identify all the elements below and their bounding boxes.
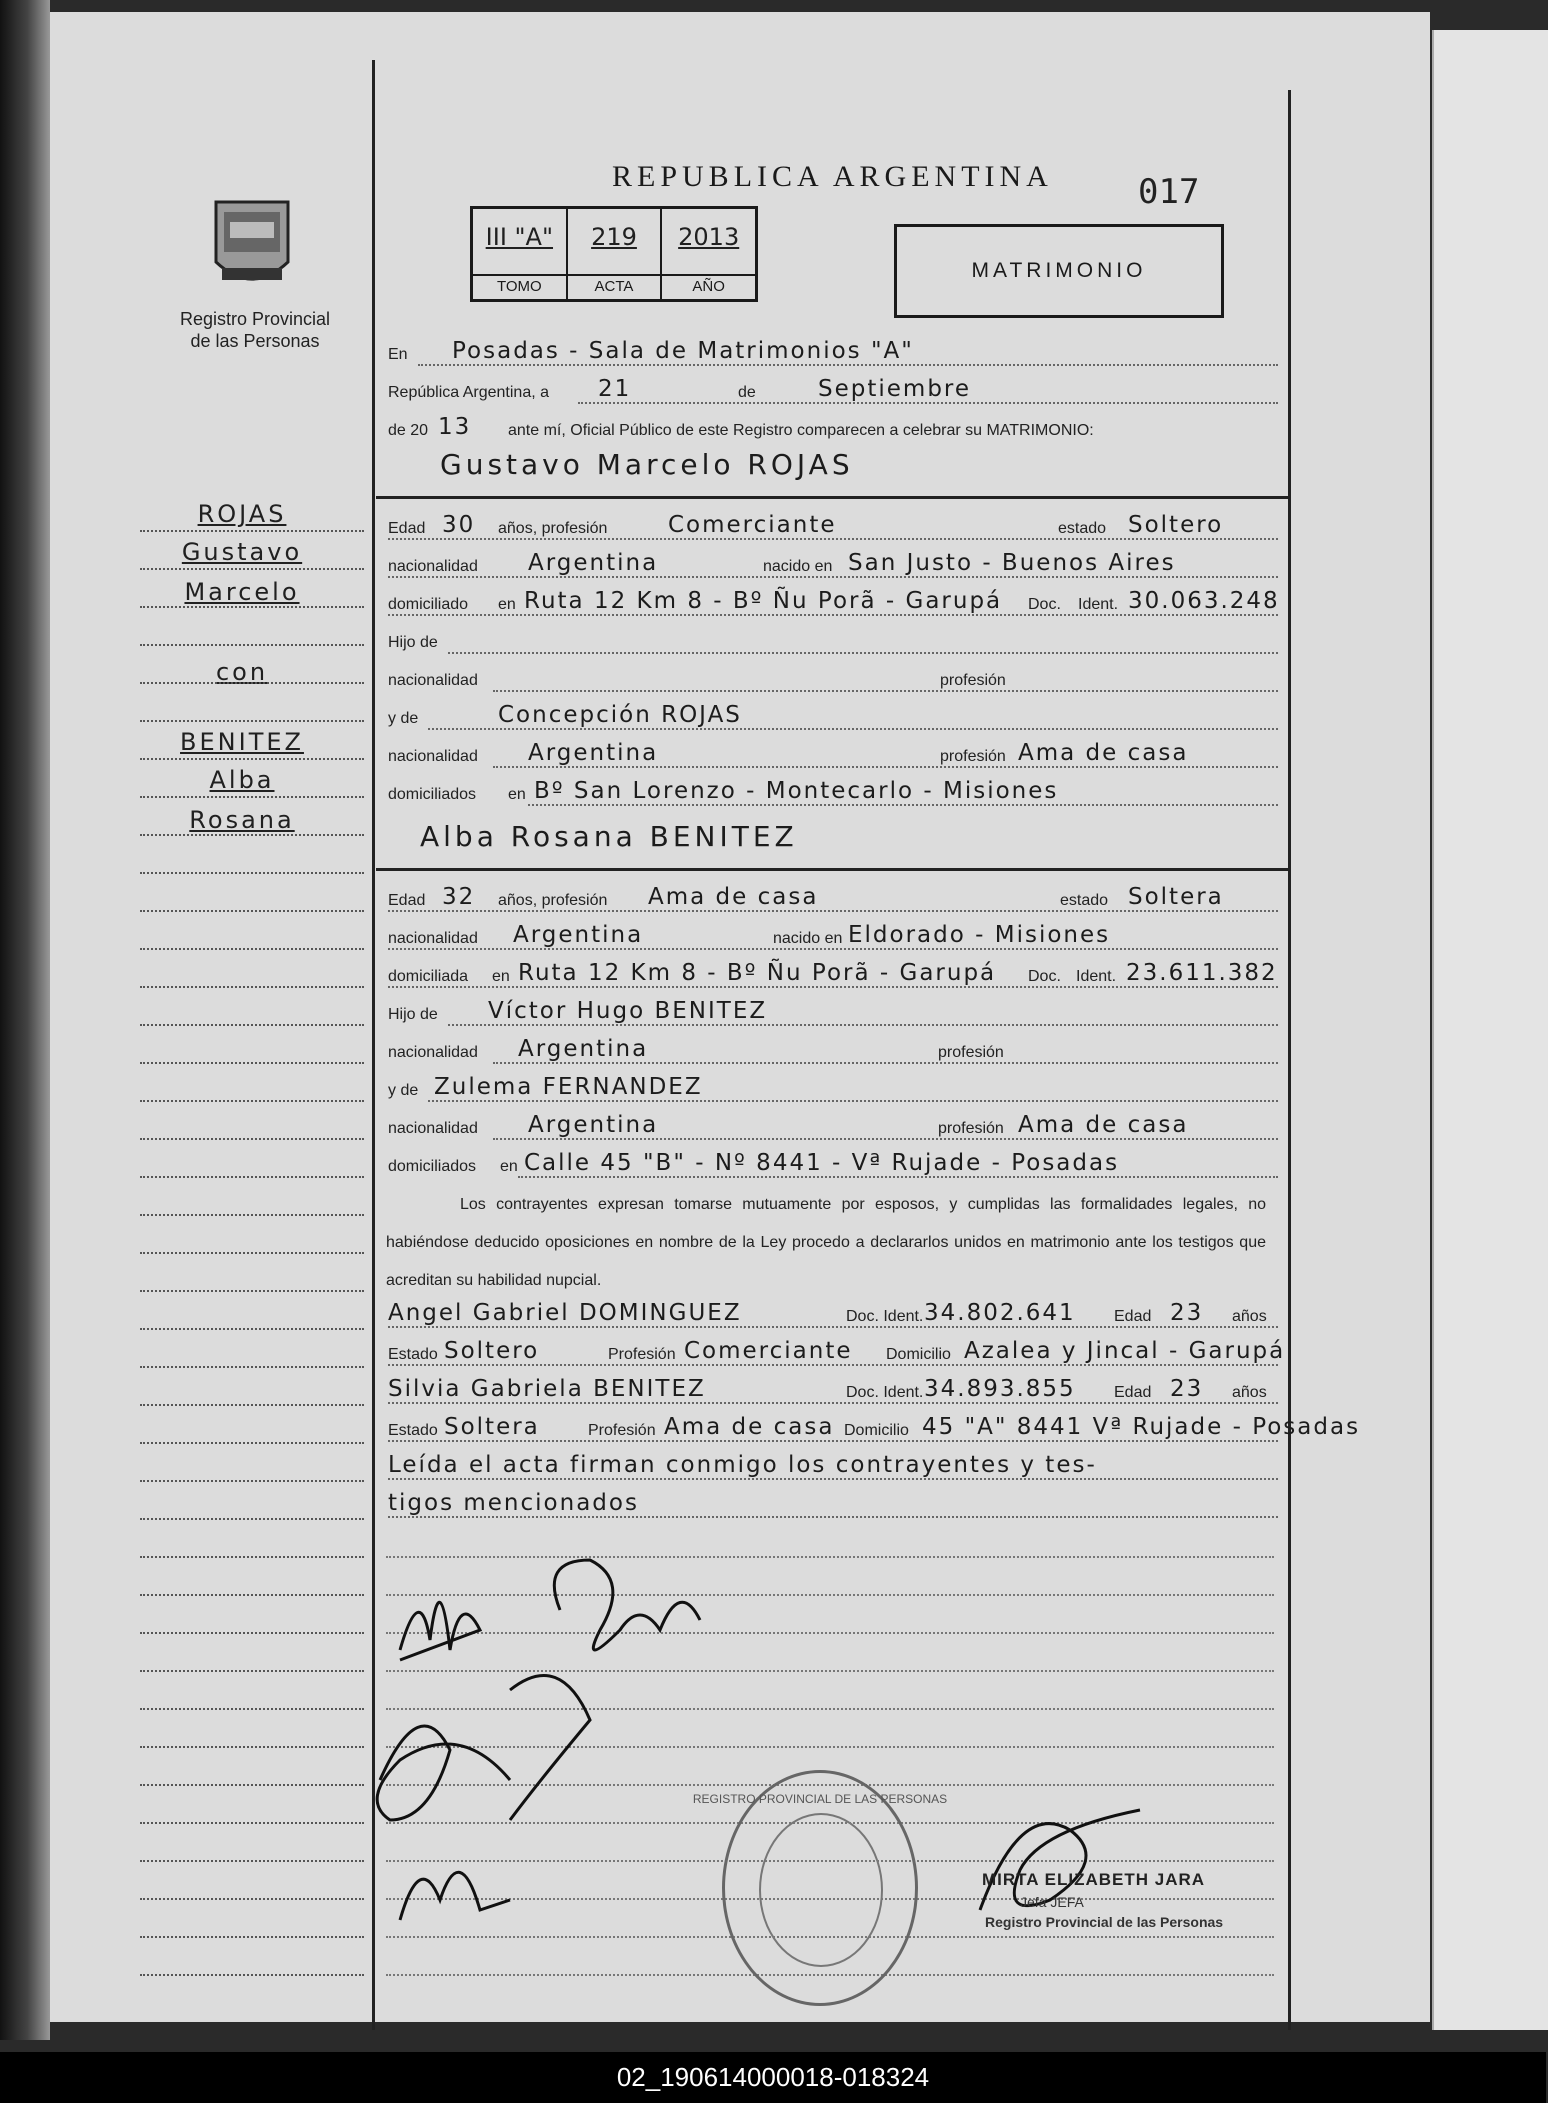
witness1-profession: Comerciante	[684, 1338, 853, 1364]
witness2-profession: Ama de casa	[664, 1414, 835, 1440]
row-bride-address	[388, 956, 1278, 988]
row-bride-parents-address	[388, 1146, 1278, 1178]
witness1-doc-label: Doc. Ident.	[846, 1308, 924, 1325]
margin-rule	[140, 1784, 364, 1786]
margin-con: con	[215, 658, 269, 686]
dotline	[428, 728, 1278, 730]
row-groom-father-nat	[388, 660, 1278, 692]
margin-rule	[140, 1480, 364, 1482]
margin-name-bride-2: Rosana	[189, 806, 295, 834]
margin-rule	[140, 948, 364, 950]
mother-nac-label: nacionalidad	[388, 1120, 478, 1137]
witness2-anos-label: años	[1232, 1384, 1267, 1401]
edad-label: Edad	[388, 520, 426, 537]
book-binding	[0, 0, 50, 2040]
edad-label: Edad	[388, 892, 426, 909]
registry-label	[150, 308, 360, 352]
bride-address: Ruta 12 Km 8 - Bº Ñu Porã - Garupá	[518, 960, 997, 986]
witness2-age: 23	[1170, 1376, 1204, 1402]
dotline	[493, 1138, 1278, 1140]
anos-prof-label: años, profesión	[498, 892, 608, 909]
margin-rule	[140, 910, 364, 912]
registry-label-line2: de las Personas	[190, 331, 320, 351]
month-value: Septiembre	[818, 376, 972, 402]
yde-label: y de	[388, 1082, 419, 1099]
row-bride-mother	[388, 1070, 1278, 1102]
margin-rule	[140, 1708, 364, 1710]
witness1-age: 23	[1170, 1300, 1204, 1326]
row-groom-parents-address	[388, 774, 1278, 806]
witness2-address: 45 "A" 8441 Vª Rujade - Posadas	[922, 1414, 1361, 1440]
year-value: 13	[438, 414, 472, 440]
margin-rule	[140, 834, 364, 836]
year-prefix: de 20	[388, 422, 429, 439]
father-nac-label: nacionalidad	[388, 672, 478, 689]
right-border	[1288, 90, 1291, 2030]
margin-surname-bride: BENITEZ	[180, 728, 304, 756]
row-groom-age	[388, 508, 1278, 540]
bride-name: Alba Rosana BENITEZ	[420, 820, 798, 853]
groom-mother: Concepción ROJAS	[498, 702, 742, 728]
witness2-doc-label: Doc. Ident.	[846, 1384, 924, 1401]
margin-rule	[140, 1062, 364, 1064]
official-role: Jefa JEFA	[1020, 1894, 1084, 1910]
estado-label: estado	[1058, 520, 1107, 537]
margin-rule	[140, 1176, 364, 1178]
groom-profession: Comerciante	[668, 512, 837, 538]
scan-caption: 02_190614000018-018324	[0, 2052, 1546, 2103]
domic-label: domiciliada	[388, 968, 469, 985]
nacido-label: nacido en	[773, 930, 843, 947]
groom-parents-address: Bº San Lorenzo - Montecarlo - Misiones	[534, 778, 1059, 804]
witness2-domic-label: Domicilio	[844, 1422, 909, 1439]
bride-parents-address: Calle 45 "B" - Nº 8441 - Vª Rujade - Posadas	[524, 1150, 1120, 1176]
dotline	[493, 690, 1278, 692]
dotline	[388, 538, 1278, 540]
bride-mother-profession: Ama de casa	[1018, 1112, 1189, 1138]
margin-rule	[140, 1290, 364, 1292]
acta-value: 219	[591, 223, 637, 251]
mother-prof-label: profesión	[938, 1120, 1004, 1137]
anio-cell	[662, 209, 755, 299]
father-nac-label: nacionalidad	[388, 1044, 478, 1061]
witness2-document: 34.893.855	[924, 1376, 1076, 1402]
margin-rule	[140, 682, 364, 684]
margin-rule	[140, 1518, 364, 1520]
witness1-anos-label: años	[1232, 1308, 1267, 1325]
dotline	[388, 1516, 1278, 1518]
domics-label: domiciliados	[388, 786, 477, 803]
margin-rule	[140, 1670, 364, 1672]
declaration-text: Los contrayentes expresan tomarse mutuamente por esposos, y cumplidas las formalidades legales, no habiéndose deducido oposiciones en nombre de la Ley procedo a declararlos unidos en matrimonio ante los testigos que acreditan su habilidad nupcial.	[386, 1196, 1266, 1289]
witness1-status: Soltero	[444, 1338, 540, 1364]
yde-label: y de	[388, 710, 419, 727]
bride-mother: Zulema FERNANDEZ	[434, 1074, 703, 1100]
row-bride-age	[388, 880, 1278, 912]
groom-address: Ruta 12 Km 8 - Bº Ñu Porã - Garupá	[524, 588, 1003, 614]
margin-surname-groom: ROJAS	[197, 500, 287, 528]
nac-label: nacionalidad	[388, 930, 478, 947]
dotline	[388, 986, 1278, 988]
margin-rule	[140, 1860, 364, 1862]
row-witness1-details	[388, 1334, 1286, 1366]
witness2-status: Soltera	[444, 1414, 540, 1440]
margin-rule	[140, 1328, 364, 1330]
registry-label-line1: Registro Provincial	[179, 309, 331, 329]
bride-age: 32	[442, 884, 476, 910]
en-label: en	[498, 596, 516, 613]
witness1-estado-label: Estado	[388, 1346, 438, 1363]
doc-label: Doc.	[1028, 968, 1061, 985]
hijo-label: Hijo de	[388, 1006, 438, 1023]
witness2-name: Silvia Gabriela BENITEZ	[388, 1376, 706, 1402]
witness1-document: 34.802.641	[924, 1300, 1076, 1326]
father-prof-label: profesión	[940, 672, 1006, 689]
margin-rule	[140, 1898, 364, 1900]
stamp-lettering-icon	[692, 1773, 948, 2003]
row-year	[388, 410, 1278, 442]
margin-rule	[140, 644, 364, 646]
row-closing-2	[388, 1486, 1278, 1518]
misiones-seal-icon	[208, 192, 296, 296]
dotline	[428, 1100, 1278, 1102]
witness2-prof-label: Profesión	[588, 1422, 656, 1439]
margin-rule	[140, 568, 364, 570]
row-bride-nat	[388, 918, 1278, 950]
bride-status: Soltera	[1128, 884, 1224, 910]
folio-number: 017	[1138, 172, 1200, 212]
groom-mother-profession: Ama de casa	[1018, 740, 1189, 766]
groom-mother-nationality: Argentina	[528, 740, 659, 766]
dotline	[388, 910, 1278, 912]
de-label: de	[738, 384, 756, 401]
registry-box	[470, 206, 758, 302]
margin-rule	[140, 758, 364, 760]
margin-rule	[140, 1024, 364, 1026]
witness2-edad-label: Edad	[1114, 1384, 1152, 1401]
margin-rule	[140, 796, 364, 798]
row-witness2-details	[388, 1410, 1361, 1442]
republica-label: República Argentina, a	[388, 384, 549, 401]
margin-rule	[140, 986, 364, 988]
margin-name-groom-1: Gustavo	[181, 538, 303, 566]
dotline	[518, 1176, 1278, 1178]
estado-label: estado	[1060, 892, 1109, 909]
margin-name-bride-1: Alba	[209, 766, 275, 794]
bride-document: 23.611.382	[1126, 960, 1278, 986]
act-type-box: MATRIMONIO	[894, 224, 1224, 318]
witness2-estado-label: Estado	[388, 1422, 438, 1439]
bride-father-nationality: Argentina	[518, 1036, 649, 1062]
dotline	[578, 402, 1278, 404]
margin-rule	[140, 1138, 364, 1140]
nacido-label: nacido en	[763, 558, 833, 575]
hijo-label: Hijo de	[388, 634, 438, 651]
anio-value: 2013	[678, 223, 740, 251]
divider-groom	[376, 496, 1288, 499]
groom-name: Gustavo Marcelo ROJAS	[440, 448, 854, 481]
mother-nac-label: nacionalidad	[388, 748, 478, 765]
row-groom-mother-nat	[388, 736, 1278, 768]
acta-label: ACTA	[568, 274, 661, 295]
domic-label: domiciliado	[388, 596, 469, 613]
dotline	[388, 1478, 1278, 1480]
row-groom-address	[388, 584, 1278, 616]
official-stamp	[692, 1770, 948, 2006]
row-place	[388, 334, 1278, 366]
margin-rule	[140, 606, 364, 608]
bride-mother-nationality: Argentina	[528, 1112, 659, 1138]
row-bride-father	[388, 994, 1278, 1026]
witness1-domic-label: Domicilio	[886, 1346, 951, 1363]
row-groom-nat	[388, 546, 1278, 578]
next-page-edge	[1432, 30, 1548, 2030]
dotline	[388, 1440, 1278, 1442]
appear-text: ante mí, Oficial Público de este Registro comparecen a celebrar su MATRIMONIO:	[508, 422, 1094, 439]
dotline	[493, 766, 1278, 768]
witness1-address: Azalea y Jincal - Garupá	[964, 1338, 1286, 1364]
dotline	[418, 364, 1278, 366]
bride-nationality: Argentina	[513, 922, 644, 948]
margin-rule	[140, 1404, 364, 1406]
dotline	[388, 576, 1278, 578]
margin-rule	[140, 1556, 364, 1558]
row-groom-mother	[388, 698, 1278, 730]
witness1-prof-label: Profesión	[608, 1346, 676, 1363]
dotline	[388, 1364, 1278, 1366]
bride-birthplace: Eldorado - Misiones	[848, 922, 1111, 948]
ident-label: Ident.	[1076, 968, 1117, 985]
divider-bride	[376, 868, 1288, 871]
place-value: Posadas - Sala de Matrimonios "A"	[452, 338, 914, 364]
dotline	[388, 1326, 1278, 1328]
parents-en-label: en	[500, 1158, 518, 1175]
groom-nationality: Argentina	[528, 550, 659, 576]
bride-father: Víctor Hugo BENITEZ	[488, 998, 768, 1024]
dotline	[528, 804, 1278, 806]
anos-prof-label: años, profesión	[498, 520, 608, 537]
row-witness2-id	[388, 1372, 1278, 1404]
margin-rule	[140, 1442, 364, 1444]
margin-rule	[140, 720, 364, 722]
margin-rule	[140, 1594, 364, 1596]
row-groom-father	[388, 622, 1278, 654]
dotline	[388, 614, 1278, 616]
margin-rule	[140, 1822, 364, 1824]
dotline	[388, 1402, 1278, 1404]
doc-label: Doc.	[1028, 596, 1061, 613]
father-prof-label: profesión	[938, 1044, 1004, 1061]
closing-line2: tigos mencionados	[388, 1490, 639, 1516]
official-name: MIRTA ELIZABETH JARA	[982, 1870, 1206, 1889]
country-title: REPUBLICA ARGENTINA	[612, 160, 1053, 193]
margin-name-groom-2: Marcelo	[184, 578, 300, 606]
nac-label: nacionalidad	[388, 558, 478, 575]
row-bride-mother-nat	[388, 1108, 1278, 1140]
tomo-value: III "A"	[485, 223, 554, 251]
closing-line1: Leída el acta firman conmigo los contrayentes y tes-	[388, 1452, 1097, 1478]
margin-rule	[140, 1252, 364, 1254]
anio-label: AÑO	[662, 274, 755, 295]
row-witness1-id	[388, 1296, 1278, 1328]
parents-en-label: en	[508, 786, 526, 803]
margin-rule	[140, 530, 364, 532]
domics-label: domiciliados	[388, 1158, 477, 1175]
dotline	[493, 1062, 1278, 1064]
day-value: 21	[598, 376, 632, 402]
acta-cell	[568, 209, 663, 299]
row-bride-father-nat	[388, 1032, 1278, 1064]
en-label: En	[388, 346, 408, 363]
groom-status: Soltero	[1128, 512, 1224, 538]
margin-rule	[140, 1936, 364, 1938]
groom-birthplace: San Justo - Buenos Aires	[848, 550, 1176, 576]
dotline	[448, 652, 1278, 654]
groom-age: 30	[442, 512, 476, 538]
tomo-cell	[473, 209, 568, 299]
groom-document: 30.063.248	[1128, 588, 1280, 614]
margin-rule	[140, 1100, 364, 1102]
bride-profession: Ama de casa	[648, 884, 819, 910]
row-closing-1	[388, 1448, 1278, 1480]
dotline	[388, 948, 1278, 950]
margin-rule	[140, 1746, 364, 1748]
margin-rule	[140, 1974, 364, 1976]
witness1-name: Angel Gabriel DOMINGUEZ	[388, 1300, 742, 1326]
witness1-edad-label: Edad	[1114, 1308, 1152, 1325]
margin-rule	[140, 1632, 364, 1634]
margin-rule	[140, 1366, 364, 1368]
dotline	[448, 1024, 1278, 1026]
official-org: Registro Provincial de las Personas	[985, 1914, 1224, 1930]
tomo-label: TOMO	[473, 274, 566, 295]
row-date	[388, 372, 1278, 404]
ident-label: Ident.	[1078, 596, 1119, 613]
stamp-text: REGISTRO PROVINCIAL DE LAS PERSONAS	[692, 1792, 948, 1806]
margin-rule	[140, 1214, 364, 1216]
mother-prof-label: profesión	[940, 748, 1006, 765]
margin-rule	[140, 872, 364, 874]
signatures-scribble	[360, 1520, 780, 1950]
en-label: en	[492, 968, 510, 985]
